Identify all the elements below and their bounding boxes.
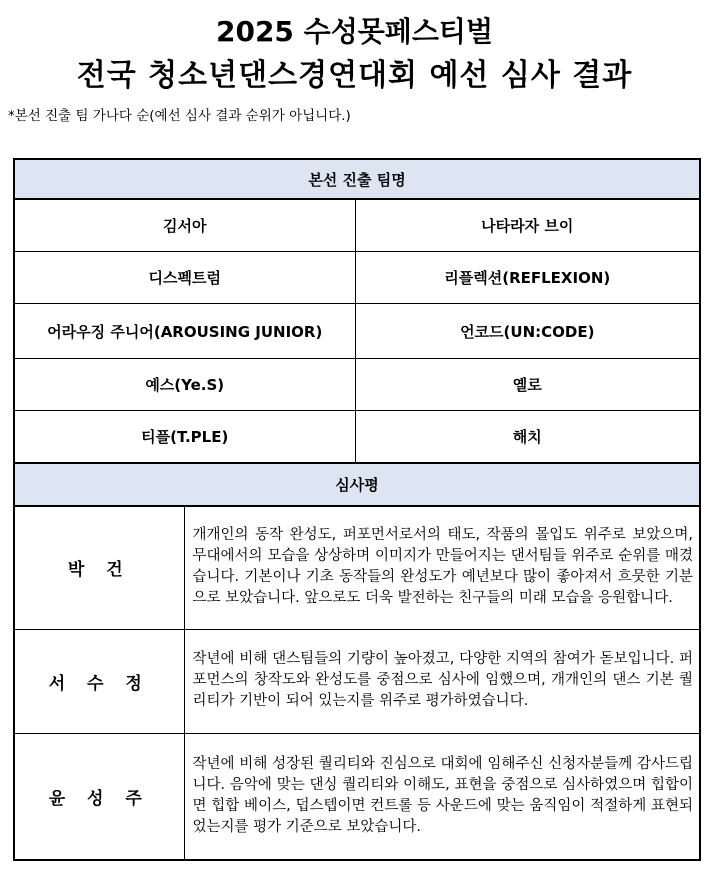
review-text: 작년에 비해 댄스팀들의 기량이 높아졌고, 다양한 지역의 참여가 돋보입니다. 퍼포먼스의 창작도와 완성도를 중점으로 심사에 임했으며, 개개인의 댄스 기본 퀄리티가 기반이 되어 있는지를 위주로 평가하였습니다.	[184, 629, 700, 733]
team-cell: 어라우징 주니어(AROUSING JUNIOR)	[14, 304, 355, 359]
review-text: 개개인의 동작 완성도, 퍼포먼서로서의 태도, 작품의 몰입도 위주로 보았으며, 무대에서의 모습을 상상하며 이미지가 만들어지는 댄서팀들 위주로 순위를 매겼습니다. 기본이나 기초 동작들의 완성도가 예년보다 많이 좋아져서 흐뭇한 기분으로 보았습니다. 앞으로도 더욱 발전하는 친구들의 미래 모습을 응원합니다.	[184, 506, 700, 629]
judge-name: 윤 성 주	[14, 733, 184, 860]
team-cell: 디스펙트럼	[14, 252, 355, 304]
team-cell: 티플(T.PLE)	[14, 411, 355, 464]
team-cell: 예스(Ye.S)	[14, 359, 355, 411]
review-text: 작년에 비해 성장된 퀄리티와 진심으로 대회에 임해주신 신청자분들께 감사드립니다. 음악에 맞는 댄싱 퀄리티와 이해도, 표현을 중점으로 심사하였으며 힙합이면 힙합 베이스, 덥스텝이면 컨트롤 등 사운드에 맞는 움직임이 적절하게 표현되었는지를 평가 기준으로 보았습니다.	[184, 733, 700, 860]
team-cell: 나타라자 브이	[355, 199, 700, 252]
team-cell: 김서아	[14, 199, 355, 252]
team-cell: 옐로	[355, 359, 700, 411]
team-cell: 언코드(UN:CODE)	[355, 304, 700, 359]
judge-name: 서 수 정	[14, 629, 184, 733]
reviews-heading: 심사평	[14, 463, 700, 506]
team-cell: 리플렉션(REFLEXION)	[355, 252, 700, 304]
page-title-line1: 2025 수성못페스티벌	[215, 15, 493, 48]
page-title-line2: 전국 청소년댄스경연대회 예선 심사 결과	[76, 58, 633, 93]
judge-name: 박 건	[14, 506, 184, 629]
teams-heading: 본선 진출 팀명	[14, 159, 700, 199]
team-cell: 해치	[355, 411, 700, 464]
results-table	[13, 158, 701, 861]
order-note: *본선 진출 팀 가나다 순(예선 심사 결과 순위가 아닙니다.)	[8, 108, 351, 124]
